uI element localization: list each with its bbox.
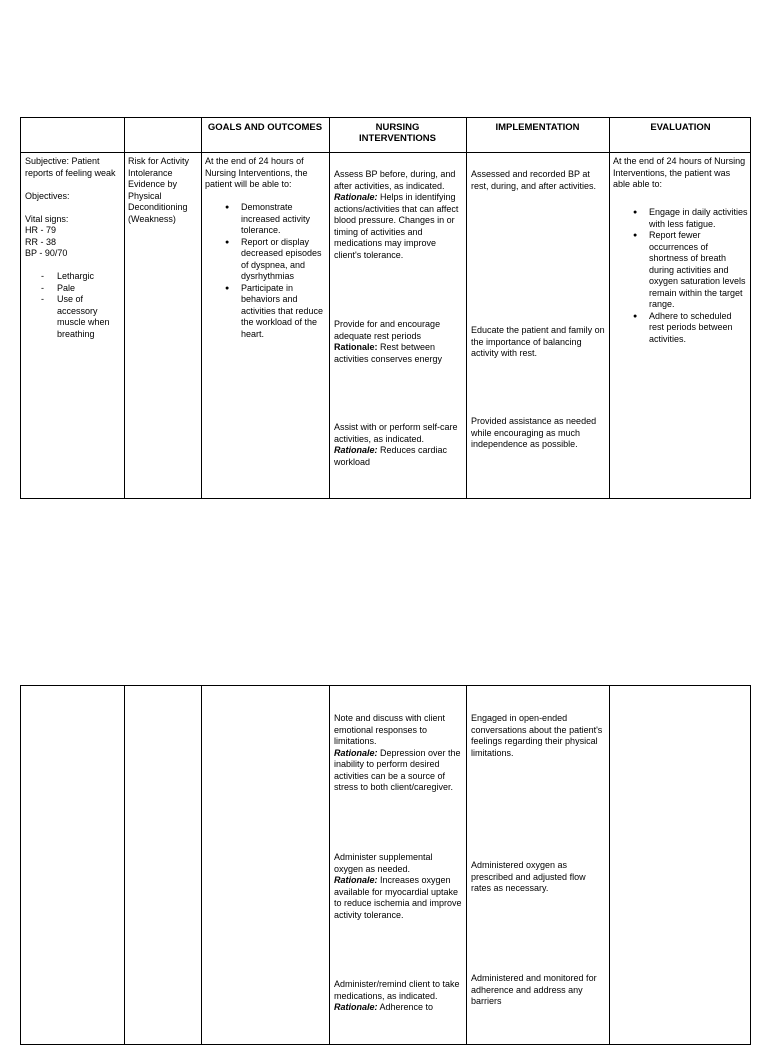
rationale-text: Helps in identifying actions/activities that can affect blood pressure. Changes in or timing of activities and medications may improve client's tolerance. bbox=[334, 192, 459, 260]
header-goals: GOALS AND OUTCOMES bbox=[207, 122, 323, 133]
header-divider bbox=[21, 152, 750, 153]
implementation-item: Educate the patient and family on the importance of balancing activity with rest. bbox=[471, 325, 605, 358]
rationale-text: Adherence to bbox=[377, 1002, 434, 1012]
implementation-item: Provided assistance as needed while encouraging as much independence as possible. bbox=[471, 416, 597, 449]
intervention-text: Assess BP before, during, and after activities, as indicated. bbox=[334, 169, 456, 191]
subjective-text: Subjective: Patient reports of feeling weak bbox=[25, 156, 116, 178]
vital-signs-label: Vital signs: bbox=[25, 213, 69, 224]
vital-hr: HR - 79 bbox=[25, 225, 57, 235]
evaluation-item: ● Report fewer occurrences of shortness of breath during activities and oxygen saturation levels remain within the target range. bbox=[633, 230, 749, 311]
evaluation-intro: At the end of 24 hours of Nursing Interventions, the patient was able able to: bbox=[613, 156, 746, 189]
column-divider bbox=[124, 686, 125, 1044]
column-divider bbox=[201, 118, 202, 498]
evaluation-cell bbox=[613, 156, 749, 345]
rationale-label: Rationale: bbox=[334, 445, 378, 455]
column-divider bbox=[609, 118, 610, 498]
column-divider bbox=[124, 118, 125, 498]
intervention-text: Note and discuss with client emotional responses to limitations. bbox=[334, 713, 446, 746]
care-plan-table-2 bbox=[20, 685, 751, 1045]
intervention-item bbox=[334, 422, 464, 468]
rationale-text: Reduces cardiac workload bbox=[334, 445, 448, 467]
assessment-cell bbox=[25, 156, 117, 340]
column-divider bbox=[466, 686, 467, 1044]
vital-rr: RR - 38 bbox=[25, 236, 57, 247]
vital-bp: BP - 90/70 bbox=[25, 248, 68, 258]
rationale-text: Rest between activities conserves energy bbox=[334, 342, 443, 364]
goal-item: ● Report or display decreased episodes of dyspnea, and dysrhythmias bbox=[225, 237, 325, 283]
implementation-item: Administered oxygen as prescribed and adjusted flow rates as necessary. bbox=[471, 860, 586, 893]
sign-item: - Pale bbox=[41, 283, 117, 295]
column-divider bbox=[466, 118, 467, 498]
goals-intro: At the end of 24 hours of Nursing Interventions, the patient will be able to: bbox=[205, 156, 308, 189]
rationale-label: Rationale: bbox=[334, 1002, 378, 1012]
rationale-label: Rationale: bbox=[334, 747, 378, 758]
intervention-text: Administer supplemental oxygen as needed. bbox=[334, 852, 433, 874]
column-divider bbox=[329, 118, 330, 498]
intervention-item bbox=[334, 852, 464, 921]
rationale-text: Depression over the inability to perform desired activities can be a source of stress to both client/caregiver. bbox=[334, 747, 461, 792]
diagnosis-cell bbox=[128, 156, 200, 225]
rationale-text: Increases oxygen available for myocardial uptake to reduce ischemia and improve activity tolerance. bbox=[334, 875, 462, 920]
header-nursing-interventions: NURSING INTERVENTIONS bbox=[359, 122, 436, 144]
care-plan-table-1 bbox=[20, 117, 751, 499]
diagnosis-text: Risk for Activity Intolerance Evidence by Physical Deconditioning (Weakness) bbox=[128, 156, 190, 224]
rationale-label: Rationale: bbox=[334, 192, 378, 202]
column-divider bbox=[609, 686, 610, 1044]
intervention-text: Administer/remind client to take medications, as indicated. bbox=[334, 979, 460, 1001]
implementation-item: Engaged in open-ended conversations about the patient's feelings regarding their physical limitations. bbox=[471, 713, 603, 758]
header-implementation: IMPLEMENTATION bbox=[495, 122, 580, 133]
intervention-item bbox=[334, 319, 464, 365]
column-divider bbox=[329, 686, 330, 1044]
goals-cell bbox=[205, 156, 325, 340]
goal-item: ● Demonstrate increased activity tolerance. bbox=[225, 202, 325, 237]
evaluation-item: ● Engage in daily activities with less fatigue. bbox=[633, 207, 749, 230]
header-evaluation: EVALUATION bbox=[650, 122, 711, 133]
evaluation-item: ● Adhere to scheduled rest periods between activities. bbox=[633, 311, 749, 346]
intervention-item bbox=[334, 979, 464, 1014]
objectives-label: Objectives: bbox=[25, 190, 70, 201]
rationale-label: Rationale: bbox=[334, 875, 378, 885]
implementation-item: Assessed and recorded BP at rest, during, and after activities. bbox=[471, 169, 597, 191]
rationale-label: Rationale: bbox=[334, 342, 378, 352]
goal-item: ● Participate in behaviors and activities that reduce the workload of the heart. bbox=[225, 283, 325, 341]
intervention-item bbox=[334, 713, 464, 794]
sign-item: - Lethargic bbox=[41, 271, 117, 283]
intervention-text: Assist with or perform self-care activities, as indicated. bbox=[334, 422, 458, 444]
column-divider bbox=[201, 686, 202, 1044]
sign-item: - Use of accessory muscle when breathing bbox=[41, 294, 117, 340]
intervention-item bbox=[334, 169, 464, 261]
intervention-text: Provide for and encourage adequate rest periods bbox=[334, 319, 441, 341]
implementation-item: Administered and monitored for adherence and address any barriers bbox=[471, 973, 597, 1006]
